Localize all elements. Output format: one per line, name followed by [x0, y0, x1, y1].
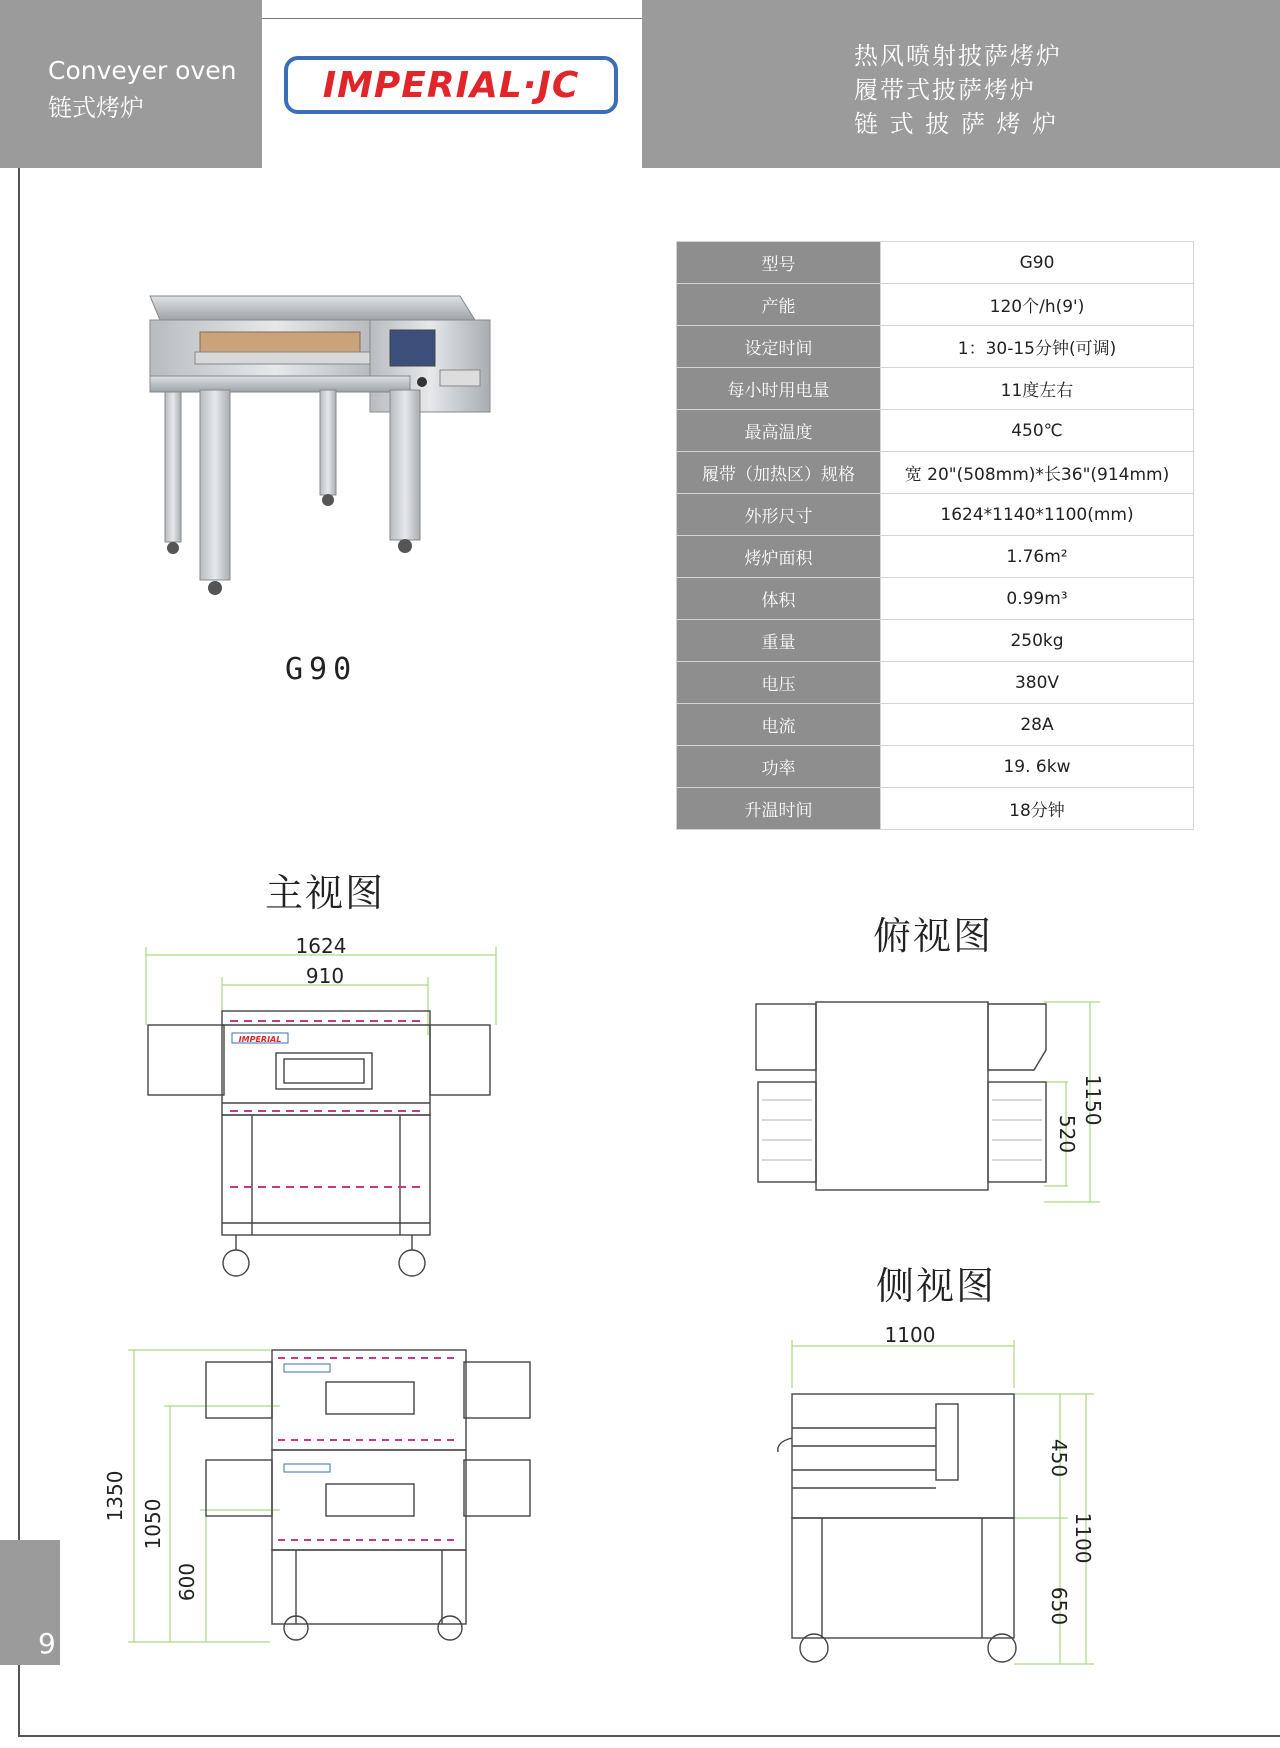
spec-label: 电压	[677, 662, 881, 704]
dim-side-width: 1100	[884, 1323, 936, 1347]
spec-row	[677, 536, 1194, 578]
spec-value: 120个/h(9')	[881, 284, 1194, 326]
dim-side-total: 1100	[1071, 1512, 1095, 1564]
header-title-cn: 链式烤炉	[48, 94, 144, 122]
spec-row	[677, 662, 1194, 704]
spec-row	[677, 452, 1194, 494]
spec-label: 每小时用电量	[677, 368, 881, 410]
spec-value: 0.99m³	[881, 578, 1194, 620]
spec-row	[677, 368, 1194, 410]
spec-value: 宽 20"(508mm)*长36"(914mm)	[881, 452, 1194, 494]
spec-value: 450℃	[881, 410, 1194, 452]
brand-logo-text: IMPERIAL·JC	[322, 64, 580, 106]
spec-label: 设定时间	[677, 326, 881, 368]
top-view-drawing	[748, 990, 1108, 1220]
header-line-1: 热风喷射披萨烤炉	[854, 42, 1062, 70]
dim-side-upper: 450	[1047, 1438, 1071, 1478]
spec-label: 型号	[677, 242, 881, 284]
page-number: 9	[38, 1627, 56, 1660]
spec-row	[677, 746, 1194, 788]
header-rule	[262, 18, 642, 19]
front-view-brand: IMPERIAL	[238, 1035, 282, 1044]
dim-stack-mid: 1050	[141, 1498, 165, 1550]
top-view-title: 俯视图	[873, 914, 994, 958]
spec-value: 18分钟	[881, 788, 1194, 830]
spec-row	[677, 410, 1194, 452]
dim-front-inner: 910	[305, 964, 345, 988]
front-view-drawing	[140, 925, 510, 1285]
header-left-panel	[0, 0, 262, 168]
dim-top-depth: 1150	[1081, 1074, 1105, 1126]
spec-row	[677, 578, 1194, 620]
spec-label: 功率	[677, 746, 881, 788]
spec-table	[676, 241, 1194, 830]
side-view-drawing	[768, 1318, 1108, 1678]
spec-value: G90	[881, 242, 1194, 284]
spec-row	[677, 788, 1194, 830]
spec-value: 11度左右	[881, 368, 1194, 410]
side-view-title: 侧视图	[876, 1264, 997, 1308]
product-model-caption: G90	[285, 652, 358, 687]
spec-value: 19. 6kw	[881, 746, 1194, 788]
spec-label: 重量	[677, 620, 881, 662]
spec-row	[677, 620, 1194, 662]
spec-label: 升温时间	[677, 788, 881, 830]
header-logo-panel	[262, 0, 642, 168]
dim-side-lower: 650	[1047, 1586, 1071, 1626]
spec-row	[677, 704, 1194, 746]
spec-value: 1624*1140*1100(mm)	[881, 494, 1194, 536]
header-right-panel	[642, 0, 1280, 168]
spec-label: 履带（加热区）规格	[677, 452, 881, 494]
spec-row	[677, 284, 1194, 326]
header-line-2: 履带式披萨烤炉	[854, 76, 1036, 104]
front-view-title: 主视图	[265, 871, 386, 915]
spec-label: 烤炉面积	[677, 536, 881, 578]
spec-value: 1.76m²	[881, 536, 1194, 578]
dim-stack-low: 600	[175, 1562, 199, 1602]
spec-row	[677, 242, 1194, 284]
brand-logo	[284, 56, 618, 114]
spec-value: 28A	[881, 704, 1194, 746]
spec-value: 250kg	[881, 620, 1194, 662]
spec-label: 产能	[677, 284, 881, 326]
spec-label: 电流	[677, 704, 881, 746]
dim-front-overall: 1624	[295, 934, 347, 958]
spec-label: 外形尺寸	[677, 494, 881, 536]
spec-label: 体积	[677, 578, 881, 620]
spec-label: 最高温度	[677, 410, 881, 452]
spec-value: 1：30-15分钟(可调)	[881, 326, 1194, 368]
stacked-view-drawing	[100, 1320, 540, 1650]
dim-stack-total: 1350	[103, 1470, 127, 1522]
spec-row	[677, 326, 1194, 368]
header-title-en: Conveyer oven	[48, 56, 237, 85]
spec-row	[677, 494, 1194, 536]
header-line-3: 链 式 披 萨 烤 炉	[854, 110, 1059, 138]
product-photo	[140, 290, 520, 620]
spec-value: 380V	[881, 662, 1194, 704]
dim-top-belt: 520	[1055, 1114, 1079, 1154]
